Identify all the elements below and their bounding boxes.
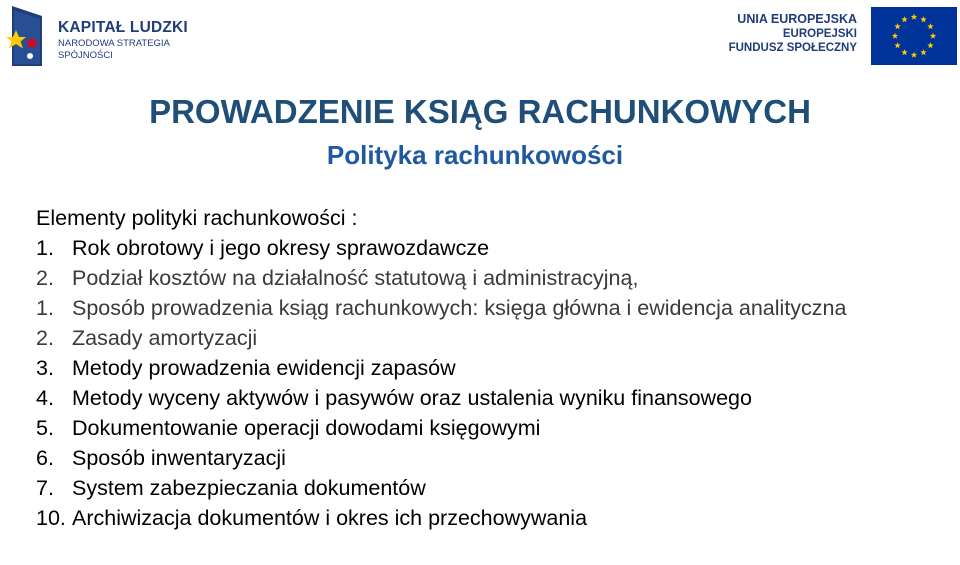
slide-title: PROWADZENIE KSIĄG RACHUNKOWYCH (149, 93, 811, 130)
eu-flag-icon (871, 7, 957, 65)
list-item-number: 10. (36, 506, 66, 530)
list-item-text: Sposób prowadzenia ksiąg rachunkowych: księga główna i ewidencja analityczna (72, 296, 847, 320)
list-item (36, 353, 951, 383)
kapital-ludzki-title: KAPITAŁ LUDZKI (58, 19, 188, 36)
list-item-number: 4. (36, 386, 54, 410)
list-item-text: Podział kosztów na działalność statutową i administracyjną, (72, 266, 639, 290)
eu-logo-line2: EUROPEJSKI (782, 28, 857, 40)
list-item (36, 263, 951, 293)
list-item-text: System zabezpieczania dokumentów (72, 476, 426, 500)
list-item-number: 6. (36, 446, 54, 470)
list-intro: Elementy polityki rachunkowości : (36, 206, 358, 230)
list-item-text: Archiwizacja dokumentów i okres ich przechowywania (72, 506, 588, 530)
slide-content (36, 203, 951, 533)
kapital-ludzki-text (58, 19, 217, 62)
policy-list (36, 233, 951, 533)
kapital-ludzki-emblem-icon (2, 2, 48, 68)
list-item-number: 7. (36, 476, 54, 500)
list-item-number: 1. (36, 296, 54, 320)
list-item-text: Metody wyceny aktywów i pasywów oraz ustalenia wyniku finansowego (72, 386, 752, 410)
list-item-number: 1. (36, 236, 54, 260)
list-item (36, 473, 951, 503)
kapital-ludzki-subtitle: NARODOWA STRATEGIA SPÓJNOŚCI (58, 38, 170, 61)
list-item-number: 2. (36, 266, 54, 290)
list-item (36, 383, 951, 413)
list-item (36, 323, 951, 353)
list-item-text: Zasady amortyzacji (72, 326, 258, 350)
eu-logo-text (729, 12, 857, 55)
list-item-text: Rok obrotowy i jego okresy sprawozdawcze (72, 236, 490, 260)
list-item (36, 293, 951, 323)
list-item-text: Metody prowadzenia ewidencji zapasów (72, 356, 456, 380)
list-item-text: Sposób inwentaryzacji (72, 446, 286, 470)
eu-logo-line1: UNIA EUROPEJSKA (737, 12, 857, 26)
eu-logo-line3: FUNDUSZ SPOŁECZNY (728, 42, 857, 54)
list-item-text: Dokumentowanie operacji dowodami księgowymi (72, 416, 541, 440)
list-item (36, 413, 951, 443)
list-item (36, 503, 951, 533)
slide-subtitle: Polityka rachunkowości (326, 140, 624, 170)
list-item-number: 2. (36, 326, 54, 350)
list-item (36, 443, 951, 473)
header (0, 0, 960, 72)
list-item-number: 3. (36, 356, 54, 380)
list-item (36, 233, 951, 263)
list-item-number: 5. (36, 416, 54, 440)
kapital-ludzki-logo (2, 2, 217, 68)
